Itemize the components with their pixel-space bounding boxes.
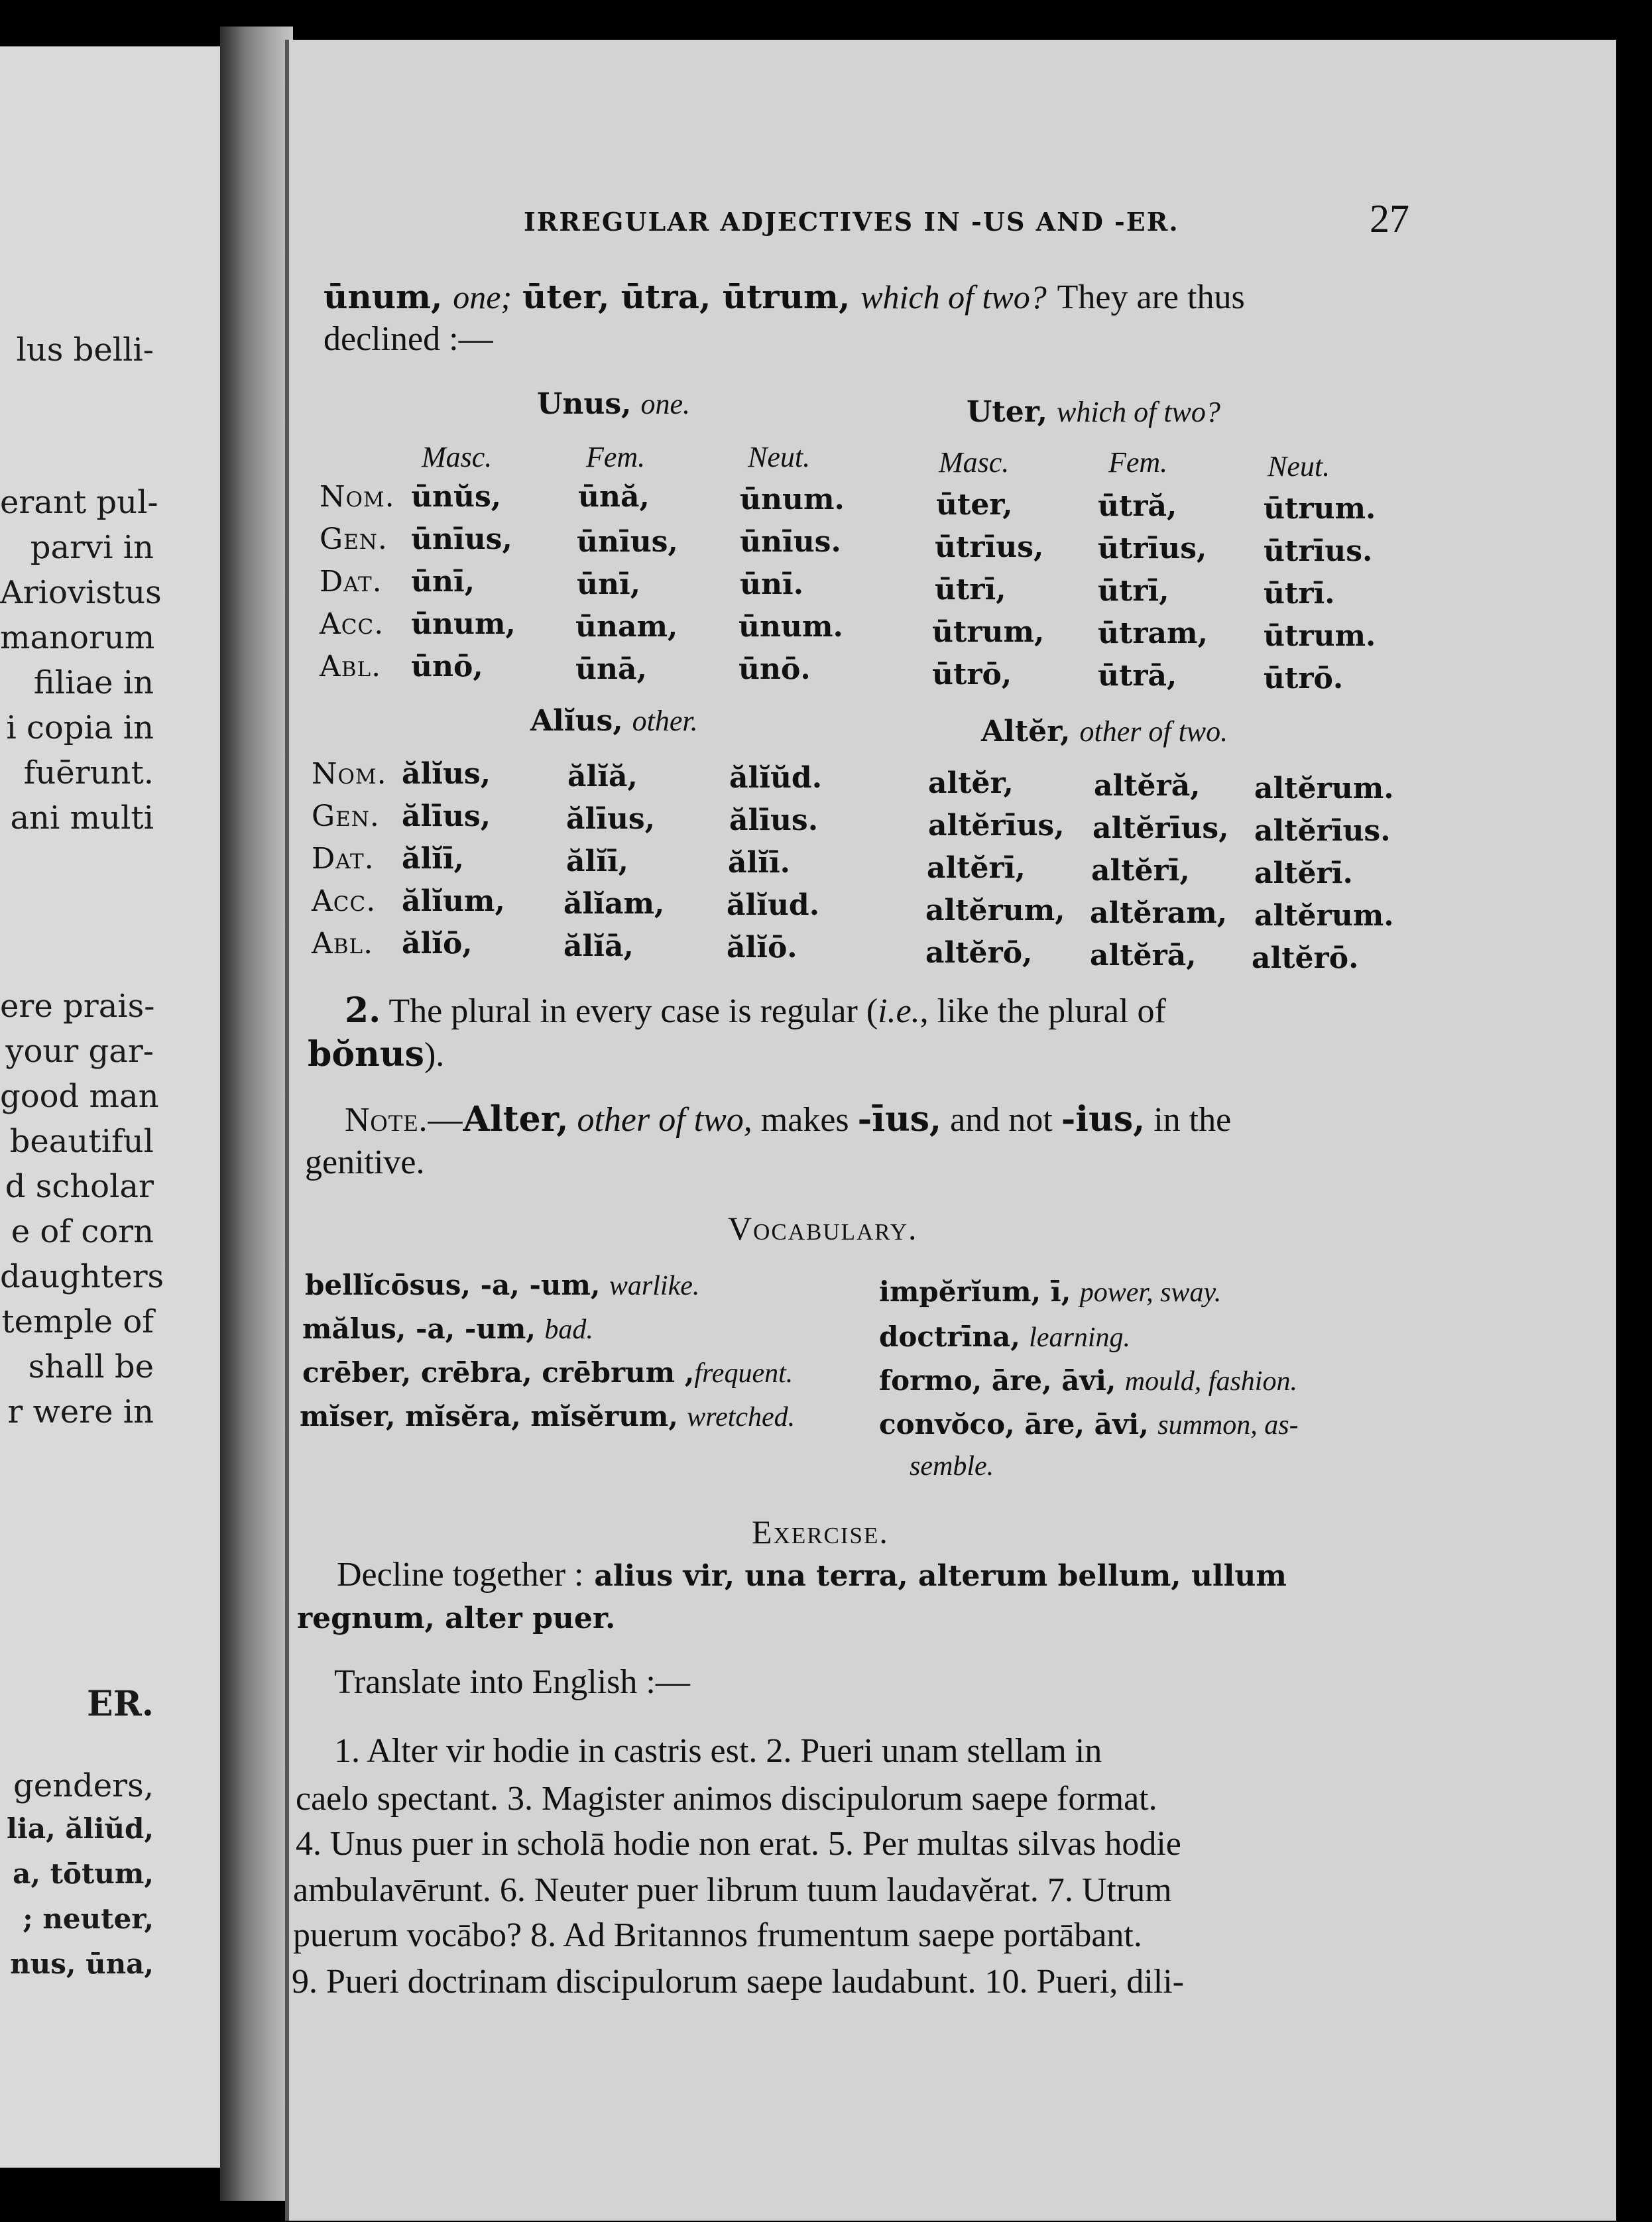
left-fragment: nus, ūna, <box>10 1948 154 1980</box>
left-fragment: e of corn <box>11 1213 154 1250</box>
left-fragment: erant pul- <box>0 484 158 521</box>
form-cell: ūtră, <box>1098 489 1177 523</box>
form-cell: altĕrī, <box>927 851 1026 885</box>
vocab-right-item <box>879 1364 1297 1397</box>
form-cell: ūnīus, <box>411 522 512 556</box>
vocab-word: crēber, crēbra, crēbrum , <box>302 1356 695 1389</box>
intro-thus: They are thus <box>1057 278 1245 316</box>
vocab-gloss: learning. <box>1029 1322 1130 1353</box>
gender-head: Masc. <box>939 446 1010 479</box>
form-cell: ūtrum. <box>1264 492 1376 526</box>
left-fragment: filiae in <box>33 664 154 701</box>
form-cell: ūtrum, <box>932 615 1045 649</box>
intro-one: one; <box>453 278 512 316</box>
vocab-gloss: bad. <box>544 1315 593 1345</box>
form-cell: ălĭŭd. <box>729 761 823 795</box>
paragraph-2-line-2 <box>308 1034 444 1075</box>
form-cell: altĕrum, <box>925 894 1065 927</box>
form-cell: ălĭud. <box>727 888 820 922</box>
alius-gloss: other. <box>632 705 698 737</box>
form-cell: ălĭō. <box>727 931 797 965</box>
vocab-left-item <box>302 1313 593 1346</box>
vocab-gloss: wretched. <box>687 1402 796 1433</box>
left-fragment: genders, <box>13 1767 154 1804</box>
vocab-right-item <box>879 1320 1130 1354</box>
note-ius2: -ius, <box>1061 1099 1146 1140</box>
form-cell: ălĭī, <box>402 842 464 876</box>
vocab-left-item <box>300 1400 795 1433</box>
gender-head: Masc. <box>422 441 493 473</box>
left-fragment: your gar- <box>5 1033 154 1070</box>
paragraph-2-line-1 <box>345 990 1166 1031</box>
form-cell: ălĭī. <box>728 846 790 880</box>
note-alter: Alter, <box>463 1099 569 1140</box>
form-cell: altĕră, <box>1094 769 1201 803</box>
case-label: Nom. <box>312 757 387 791</box>
gender-head: Fem. <box>1108 446 1168 479</box>
form-cell: altĕr, <box>928 766 1014 800</box>
vocab-gloss: summon, as- <box>1157 1410 1299 1440</box>
paragraph-number: 2. <box>345 990 381 1031</box>
form-cell: ūnŭs, <box>411 480 502 514</box>
form-cell: ūter, <box>936 488 1013 522</box>
vocab-word: bellĭcōsus, -a, -um, <box>305 1269 601 1301</box>
vocab-gloss: warlike. <box>609 1271 700 1301</box>
unus-heading <box>537 387 690 421</box>
gender-head: Neut. <box>748 441 811 473</box>
para2-text: , like the plural of <box>919 992 1166 1030</box>
form-cell: ălĭus, <box>402 757 491 791</box>
form-cell: ălĭō, <box>402 927 473 961</box>
form-cell: ūtrā, <box>1098 659 1177 693</box>
left-fragment: beautiful <box>9 1123 154 1160</box>
decline-line-2: regnum, alter puer. <box>297 1602 616 1635</box>
gender-head: Fem. <box>586 441 646 473</box>
form-cell: ūnī. <box>740 567 804 601</box>
form-cell: altĕrō, <box>925 936 1033 970</box>
left-fragment: Ariovistus <box>0 574 162 611</box>
alius-heading <box>530 704 698 738</box>
case-label: Nom. <box>320 480 395 514</box>
vocab-gloss: frequent. <box>694 1358 794 1389</box>
vocab-word: formo, āre, āvi, <box>879 1364 1116 1397</box>
unus-gloss: one. <box>640 388 690 420</box>
case-label: Dat. <box>312 842 375 876</box>
left-fragment: ani multi <box>10 799 154 837</box>
form-cell: ūtrī, <box>935 573 1006 607</box>
form-cell: ūnā, <box>575 652 647 686</box>
form-cell: ălīus, <box>402 799 491 833</box>
form-cell: ūnī, <box>411 565 475 599</box>
form-cell: altĕrum. <box>1254 899 1394 933</box>
note-text: and not <box>950 1101 1053 1139</box>
form-cell: ălĭā, <box>563 929 634 963</box>
para2-text: ). <box>424 1036 445 1074</box>
para2-bonus: bŏnus <box>308 1034 424 1075</box>
form-cell: ūnum, <box>411 607 516 641</box>
case-label: Gen. <box>312 799 380 833</box>
case-label: Acc. <box>312 884 377 918</box>
form-cell: ălīus, <box>566 802 656 836</box>
vocab-right-continuation: semble. <box>910 1451 994 1482</box>
vocab-word: impĕrĭum, ī, <box>879 1275 1071 1308</box>
intro-which: which of two? <box>860 278 1047 316</box>
alter-word: Altĕr, <box>981 715 1071 748</box>
left-fragment: i copia in <box>6 709 154 746</box>
form-cell: ūnum. <box>738 610 843 644</box>
vocab-word: convŏco, āre, āvi, <box>879 1408 1149 1440</box>
alter-gloss: other of two. <box>1079 715 1228 748</box>
left-fragment: ; neuter, <box>23 1902 154 1935</box>
intro-unum: ūnum, <box>324 277 443 316</box>
vocab-right-item <box>879 1408 1299 1441</box>
form-cell: ălĭă, <box>567 760 638 793</box>
form-cell: altĕrō. <box>1252 941 1359 975</box>
note-line-1 <box>345 1099 1231 1140</box>
note-text: in the <box>1153 1101 1232 1139</box>
page-number: 27 <box>1370 197 1409 241</box>
form-cell: altĕrī, <box>1091 854 1190 888</box>
form-cell: ūnam, <box>575 610 678 644</box>
left-fragment: temple of <box>1 1303 154 1340</box>
exercise-line: 4. Unus puer in scholā hodie non erat. 5. Per multas silvas hodie <box>296 1825 1181 1863</box>
left-fragment: lus belli- <box>16 331 154 369</box>
form-cell: ūtrīus. <box>1264 534 1373 568</box>
form-cell: ălĭī, <box>566 845 628 878</box>
exercise-heading: Exercise. <box>752 1513 889 1550</box>
intro-uter: ūter, ūtra, ūtrum, <box>522 277 851 316</box>
running-title: IRREGULAR ADJECTIVES IN -US AND -ER. <box>524 207 1179 237</box>
vocab-gloss: mould, fashion. <box>1124 1366 1297 1397</box>
form-cell: ūnō. <box>738 652 811 686</box>
exercise-line: ambulavērunt. 6. Neuter puer librum tuum laudavĕrat. 7. Utrum <box>293 1871 1172 1909</box>
form-cell: altĕrīus, <box>928 809 1065 843</box>
book-spine <box>220 27 293 2201</box>
intro-line-2: declined :— <box>324 320 493 358</box>
case-label: Abl. <box>320 650 382 683</box>
vocab-word: doctrīna, <box>879 1320 1020 1353</box>
intro-line-1 <box>324 277 1245 317</box>
form-cell: altĕrā, <box>1090 939 1197 972</box>
left-page-edge <box>0 46 225 2168</box>
decline-lead: Decline together : <box>337 1556 584 1594</box>
form-cell: altĕrīus, <box>1092 811 1229 845</box>
form-cell: ūtrī, <box>1098 574 1169 608</box>
left-fragment: ER. <box>87 1684 154 1724</box>
form-cell: altĕrum. <box>1254 772 1394 805</box>
left-fragment: parvi in <box>30 529 154 566</box>
form-cell: ūtrō. <box>1264 662 1344 695</box>
form-cell: ūtrum. <box>1264 619 1376 653</box>
form-cell: ūtram, <box>1098 616 1208 650</box>
note-gloss: other of two, <box>577 1101 752 1139</box>
left-fragment: r were in <box>7 1393 154 1431</box>
unus-word: Unus, <box>537 387 632 421</box>
case-label: Acc. <box>320 607 384 641</box>
left-fragment: ere prais- <box>0 988 155 1025</box>
form-cell: ūnīus, <box>577 525 678 559</box>
uter-word: Uter, <box>967 395 1047 429</box>
form-cell: ălĭam, <box>563 887 665 921</box>
left-fragment: shall be <box>28 1348 154 1385</box>
note-ius1: -īus, <box>857 1099 942 1140</box>
note-text: makes <box>760 1101 849 1139</box>
vocabulary-heading: Vocabulary. <box>728 1210 918 1247</box>
gender-head: Neut. <box>1268 450 1330 483</box>
form-cell: ūnă, <box>578 480 650 514</box>
exercise-line: 1. Alter vir hodie in castris est. 2. Pueri unam stellam in <box>334 1732 1102 1770</box>
translate-instruction: Translate into English :— <box>334 1663 690 1701</box>
exercise-line: 9. Pueri doctrinam discipulorum saepe laudabunt. 10. Pueri, dili- <box>292 1963 1184 2001</box>
left-fragment: manorum <box>0 619 155 656</box>
exercise-line: caelo spectant. 3. Magister animos discipulorum saepe format. <box>296 1780 1157 1818</box>
vocab-left-item <box>305 1269 699 1302</box>
form-cell: ūnī, <box>577 567 641 601</box>
uter-heading <box>967 395 1220 429</box>
left-fragment: lia, ăliŭd, <box>6 1812 154 1845</box>
left-fragment: d scholar <box>5 1168 154 1205</box>
vocab-gloss: power, sway. <box>1079 1277 1222 1308</box>
form-cell: ūtrō, <box>932 658 1012 691</box>
form-cell: ălĭum, <box>402 884 505 918</box>
vocab-right-item <box>879 1275 1221 1309</box>
case-label: Dat. <box>320 565 383 599</box>
vocab-word: mĭser, mĭsĕra, mĭsĕrum, <box>300 1400 678 1433</box>
left-fragment: good man <box>0 1078 159 1115</box>
form-cell: ūnō, <box>411 650 483 683</box>
form-cell: ūtrīus, <box>935 530 1044 564</box>
vocab-left-item <box>302 1356 793 1389</box>
para2-text: The plural in every case is regular ( <box>388 992 878 1030</box>
alius-word: Alĭus, <box>530 704 623 738</box>
uter-gloss: which of two? <box>1057 396 1220 428</box>
form-cell: altĕrīus. <box>1254 814 1391 848</box>
decline-words: alius vir, una terra, alterum bellum, ullum <box>594 1559 1287 1593</box>
left-fragment: a, tōtum, <box>13 1857 154 1890</box>
vocab-word: mălus, -a, -um, <box>302 1313 536 1345</box>
alter-heading <box>981 715 1228 748</box>
form-cell: altĕrī. <box>1254 856 1353 890</box>
form-cell: ūtrī. <box>1264 577 1335 611</box>
exercise-line: puerum vocābo? 8. Ad Britannos frumentum saepe portābant. <box>293 1916 1142 1954</box>
form-cell: ūtrīus, <box>1098 532 1207 565</box>
case-label: Abl. <box>312 927 374 961</box>
form-cell: ălīus. <box>729 803 819 837</box>
left-fragment: daughters <box>0 1258 164 1295</box>
case-label: Gen. <box>320 522 388 556</box>
form-cell: altĕram, <box>1090 896 1228 930</box>
form-cell: ūnum. <box>740 483 845 516</box>
left-fragment: fuērunt. <box>23 754 154 791</box>
note-lead: Note.— <box>345 1101 463 1139</box>
form-cell: ūnīus. <box>740 525 841 559</box>
note-line-2: genitive. <box>305 1143 425 1181</box>
para2-ie: i.e. <box>878 992 920 1030</box>
decline-line-1 <box>337 1555 1287 1594</box>
